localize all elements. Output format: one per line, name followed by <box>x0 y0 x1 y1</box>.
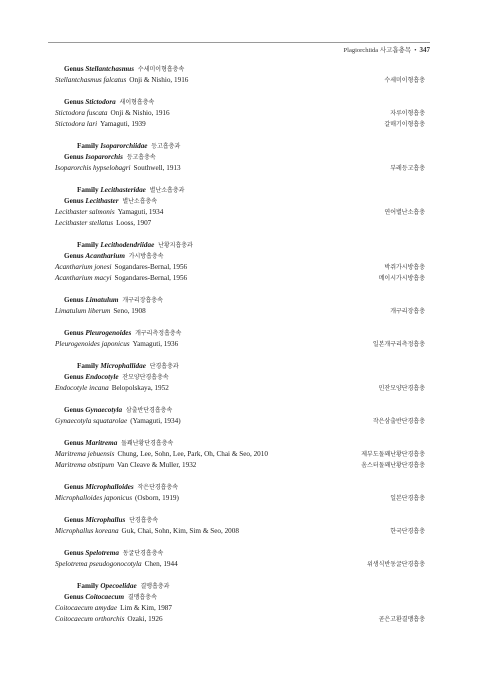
species-entry <box>55 163 181 174</box>
rank-label: Genus <box>64 516 84 524</box>
species-entry <box>55 614 163 625</box>
taxon-korean-name: 결맹흡충과 <box>140 583 170 590</box>
taxon-group <box>55 548 425 570</box>
species-row <box>55 449 425 460</box>
rank-label: Genus <box>64 153 84 161</box>
taxon-korean-name: 잔모양단경흡충속 <box>122 374 169 381</box>
species-common-name: 연어별난소흡충 <box>384 209 425 216</box>
taxon-scientific-name: Spelotrema <box>85 549 119 557</box>
species-name: Lecithaster salmonis <box>55 208 115 216</box>
species-row <box>55 75 425 86</box>
species-author: Onji & Nishio, 1916 <box>129 76 189 84</box>
family-heading <box>55 185 425 196</box>
genus-heading <box>55 328 425 339</box>
taxon-korean-name: 난황지흡충과 <box>158 242 193 249</box>
rank-label: Family <box>77 186 99 194</box>
species-author: Chen, 1944 <box>144 560 178 568</box>
running-header <box>48 42 430 55</box>
taxon-scientific-name: Opecoelidae <box>100 582 137 590</box>
taxon-korean-name: 별난소흡충속 <box>122 198 158 205</box>
taxon-korean-name: 돌꽤난황단경흡충속 <box>121 440 174 447</box>
taxon-korean-name: 단경흡충과 <box>149 363 179 370</box>
taxon-scientific-name: Microphallus <box>85 516 126 524</box>
species-row <box>55 559 425 570</box>
taxon-group <box>55 97 425 130</box>
genus-heading <box>55 372 425 383</box>
rank-label: Family <box>77 241 99 249</box>
genus-heading <box>55 196 425 207</box>
taxon-korean-name: 새이형흡충속 <box>119 99 155 106</box>
taxon-korean-name: 등고흡충과 <box>151 143 181 150</box>
species-entry <box>55 559 178 570</box>
taxon-group <box>55 185 425 229</box>
header-section: Plagiorchiida 사고흡충목 <box>343 47 412 54</box>
species-row <box>55 262 425 273</box>
species-author: Belopolskaya, 1952 <box>111 384 169 392</box>
taxon-korean-name: 등고흡충속 <box>126 154 156 161</box>
taxon-scientific-name: Limatulum <box>85 296 119 304</box>
species-author: Looss, 1907 <box>116 219 152 227</box>
species-common-name: 갈매기이형흡충 <box>384 121 425 128</box>
species-entry <box>55 449 268 460</box>
species-common-name: 일본단경흡충 <box>390 495 425 502</box>
taxon-group <box>55 438 425 471</box>
rank-label: Genus <box>64 439 84 447</box>
taxon-scientific-name: Isoparorchiidae <box>100 142 148 150</box>
rank-label: Genus <box>64 549 84 557</box>
species-common-name: 박쥐가시방흡충 <box>384 264 425 271</box>
species-name: Coitocaecum amydae <box>55 604 118 612</box>
species-name: Lecithaster stellatus <box>55 219 114 227</box>
species-common-name: 개구리장흡충 <box>390 308 425 315</box>
species-row <box>55 460 425 471</box>
species-author: Sogandares-Bernal, 1956 <box>114 274 188 282</box>
taxon-scientific-name: Coitocaecum <box>85 593 125 601</box>
genus-heading <box>55 592 425 603</box>
species-common-name: 일본개구리측정흡충 <box>372 341 425 348</box>
taxon-scientific-name: Lecithasteridae <box>100 186 146 194</box>
family-heading <box>55 240 425 251</box>
taxon-scientific-name: Maritrema <box>85 439 118 447</box>
rank-label: Genus <box>64 296 84 304</box>
taxon-scientific-name: Endocotyle <box>85 373 119 381</box>
taxon-scientific-name: Isoparorchis <box>85 153 123 161</box>
taxon-scientific-name: Stellantchasmus <box>85 65 135 73</box>
taxon-scientific-name: Stictodora <box>85 98 116 106</box>
rank-label: Genus <box>64 65 84 73</box>
species-entry <box>55 108 170 119</box>
species-row <box>55 416 425 427</box>
species-name: Stictodora fuscata <box>55 109 108 117</box>
species-entry <box>55 119 146 130</box>
species-row <box>55 493 425 504</box>
species-name: Gynaecotyla squatarolae <box>55 417 128 425</box>
rank-label: Genus <box>64 329 84 337</box>
species-name: Limatulum liberum <box>55 307 111 315</box>
species-name: Maritrema jebuensis <box>55 450 115 458</box>
page-number: 347 <box>419 46 430 54</box>
species-common-name: 작은삼출반단경흡충 <box>372 418 425 425</box>
species-entry <box>55 460 196 471</box>
species-entry <box>55 218 151 229</box>
species-row <box>55 119 425 130</box>
taxon-group <box>55 64 425 86</box>
species-name: Microphallus koreana <box>55 527 119 535</box>
species-common-name: 옴스터돌꽤난황단경흡충 <box>361 462 425 469</box>
taxon-group <box>55 482 425 504</box>
species-author: Sogandares-Bernal, 1956 <box>114 263 188 271</box>
genus-heading <box>55 405 425 416</box>
species-row <box>55 207 425 218</box>
species-author: Yamaguti, 1936 <box>132 340 179 348</box>
rank-label: Family <box>77 582 99 590</box>
rank-label: Family <box>77 362 99 370</box>
species-author: Yamaguti, 1934 <box>117 208 164 216</box>
species-row <box>55 603 425 614</box>
species-name: Stellantchasmus falcatus <box>55 76 127 84</box>
species-common-name: 자루이형흡충 <box>390 110 425 117</box>
taxon-korean-name: 개구리측정흡충속 <box>135 330 182 337</box>
species-name: Isoparorchis hypselobagri <box>55 164 131 172</box>
species-name: Stictodora lari <box>55 120 98 128</box>
genus-heading <box>55 515 425 526</box>
species-name: Maritrema obstipum <box>55 461 115 469</box>
taxon-korean-name: 동굴단경흡충속 <box>122 550 164 557</box>
species-common-name: 민잔모양단경흡충 <box>378 385 425 392</box>
species-entry <box>55 526 239 537</box>
species-author: Yamaguti, 1939 <box>100 120 146 128</box>
species-name: Endocotyle incana <box>55 384 109 392</box>
species-entry <box>55 262 187 273</box>
taxon-group <box>55 515 425 537</box>
species-entry <box>55 493 179 504</box>
taxon-korean-name: 삼출반단경흡충속 <box>125 407 173 414</box>
species-row <box>55 163 425 174</box>
rank-label: Genus <box>64 593 84 601</box>
species-entry <box>55 207 163 218</box>
species-name: Coitocaecum orthorchis <box>55 615 125 623</box>
rank-label: Genus <box>64 252 84 260</box>
taxon-group <box>55 405 425 427</box>
species-author: Seno, 1908 <box>113 307 146 315</box>
species-row <box>55 218 425 229</box>
family-heading <box>55 141 425 152</box>
taxon-korean-name: 별난소흡충과 <box>149 187 185 194</box>
species-author: Southwell, 1913 <box>133 164 181 172</box>
taxon-korean-name: 수세미이형흡충속 <box>137 66 185 73</box>
species-author: (Yamaguti, 1934) <box>130 417 181 425</box>
genus-heading <box>55 64 425 75</box>
species-common-name: 곧은고환결맹흡충 <box>378 616 425 623</box>
species-common-name: 메이시가시방흡충 <box>378 275 425 282</box>
species-entry <box>55 273 187 284</box>
rank-label: Genus <box>64 406 84 414</box>
species-entry <box>55 416 181 427</box>
species-row <box>55 383 425 394</box>
taxon-korean-name: 가시방흡충속 <box>128 253 164 260</box>
species-row <box>55 273 425 284</box>
species-name: Pleurogenoides japonicus <box>55 340 130 348</box>
family-heading <box>55 361 425 372</box>
species-author: Ozaki, 1926 <box>127 615 163 623</box>
rank-label: Family <box>77 142 99 150</box>
species-row <box>55 306 425 317</box>
species-entry <box>55 339 178 350</box>
genus-heading <box>55 482 425 493</box>
species-name: Microphalloides japonicus <box>55 494 132 502</box>
species-common-name: 수세미이형흡충 <box>384 77 425 84</box>
species-row <box>55 526 425 537</box>
species-entry <box>55 383 169 394</box>
rank-label: Genus <box>64 98 84 106</box>
rank-label: Genus <box>64 373 84 381</box>
taxon-scientific-name: Pleurogenoides <box>85 329 132 337</box>
species-author: Onji & Nishio, 1916 <box>110 109 170 117</box>
species-row <box>55 614 425 625</box>
taxon-scientific-name: Acantharium <box>85 252 125 260</box>
species-common-name: 위생식반동굴단경흡충 <box>367 561 425 568</box>
header-bullet: • <box>414 47 417 54</box>
taxon-scientific-name: Lecithodendriidae <box>100 241 155 249</box>
species-row <box>55 108 425 119</box>
species-name: Acantharium macyi <box>55 274 112 282</box>
header-text <box>344 45 430 54</box>
genus-heading <box>55 97 425 108</box>
species-author: (Osborn, 1919) <box>135 494 179 502</box>
genus-heading <box>55 295 425 306</box>
species-author: Lim & Kim, 1987 <box>120 604 172 612</box>
species-common-name: 부레등고흡충 <box>390 165 425 172</box>
taxon-scientific-name: Lecithaster <box>85 197 119 205</box>
taxon-scientific-name: Microphallidae <box>100 362 146 370</box>
species-name: Acantharium jonesi <box>55 263 112 271</box>
taxon-korean-name: 결맹흡충속 <box>127 594 157 601</box>
species-common-name: 한국단경흡충 <box>390 528 425 535</box>
rank-label: Genus <box>64 483 84 491</box>
taxon-korean-name: 작은단경흡충속 <box>137 484 179 491</box>
taxon-group <box>55 141 425 174</box>
taxonomy-list <box>55 64 425 636</box>
genus-heading <box>55 251 425 262</box>
taxon-group <box>55 361 425 394</box>
rank-label: Genus <box>64 197 84 205</box>
taxon-group <box>55 328 425 350</box>
species-entry <box>55 306 146 317</box>
taxon-scientific-name: Gynaecotyla <box>85 406 123 414</box>
species-author: Guk, Chai, Sohn, Kim, Sim & Seo, 2008 <box>121 527 239 535</box>
taxon-group <box>55 240 425 284</box>
genus-heading <box>55 152 425 163</box>
species-author: Van Cleave & Muller, 1932 <box>117 461 197 469</box>
species-common-name: 제부도돌꽤난황단경흡충 <box>361 451 425 458</box>
taxon-group <box>55 581 425 625</box>
genus-heading <box>55 438 425 449</box>
taxon-scientific-name: Microphalloides <box>85 483 134 491</box>
taxon-korean-name: 단경흡충속 <box>129 517 159 524</box>
species-author: Chung, Lee, Sohn, Lee, Park, Oh, Chai & Seo, 2010 <box>117 450 268 458</box>
genus-heading <box>55 548 425 559</box>
family-heading <box>55 581 425 592</box>
species-entry <box>55 75 188 86</box>
species-name: Spelotrema pseudogonocotyla <box>55 560 142 568</box>
taxon-korean-name: 개구리장흡충속 <box>122 297 163 304</box>
species-entry <box>55 603 172 614</box>
species-row <box>55 339 425 350</box>
taxon-group <box>55 295 425 317</box>
